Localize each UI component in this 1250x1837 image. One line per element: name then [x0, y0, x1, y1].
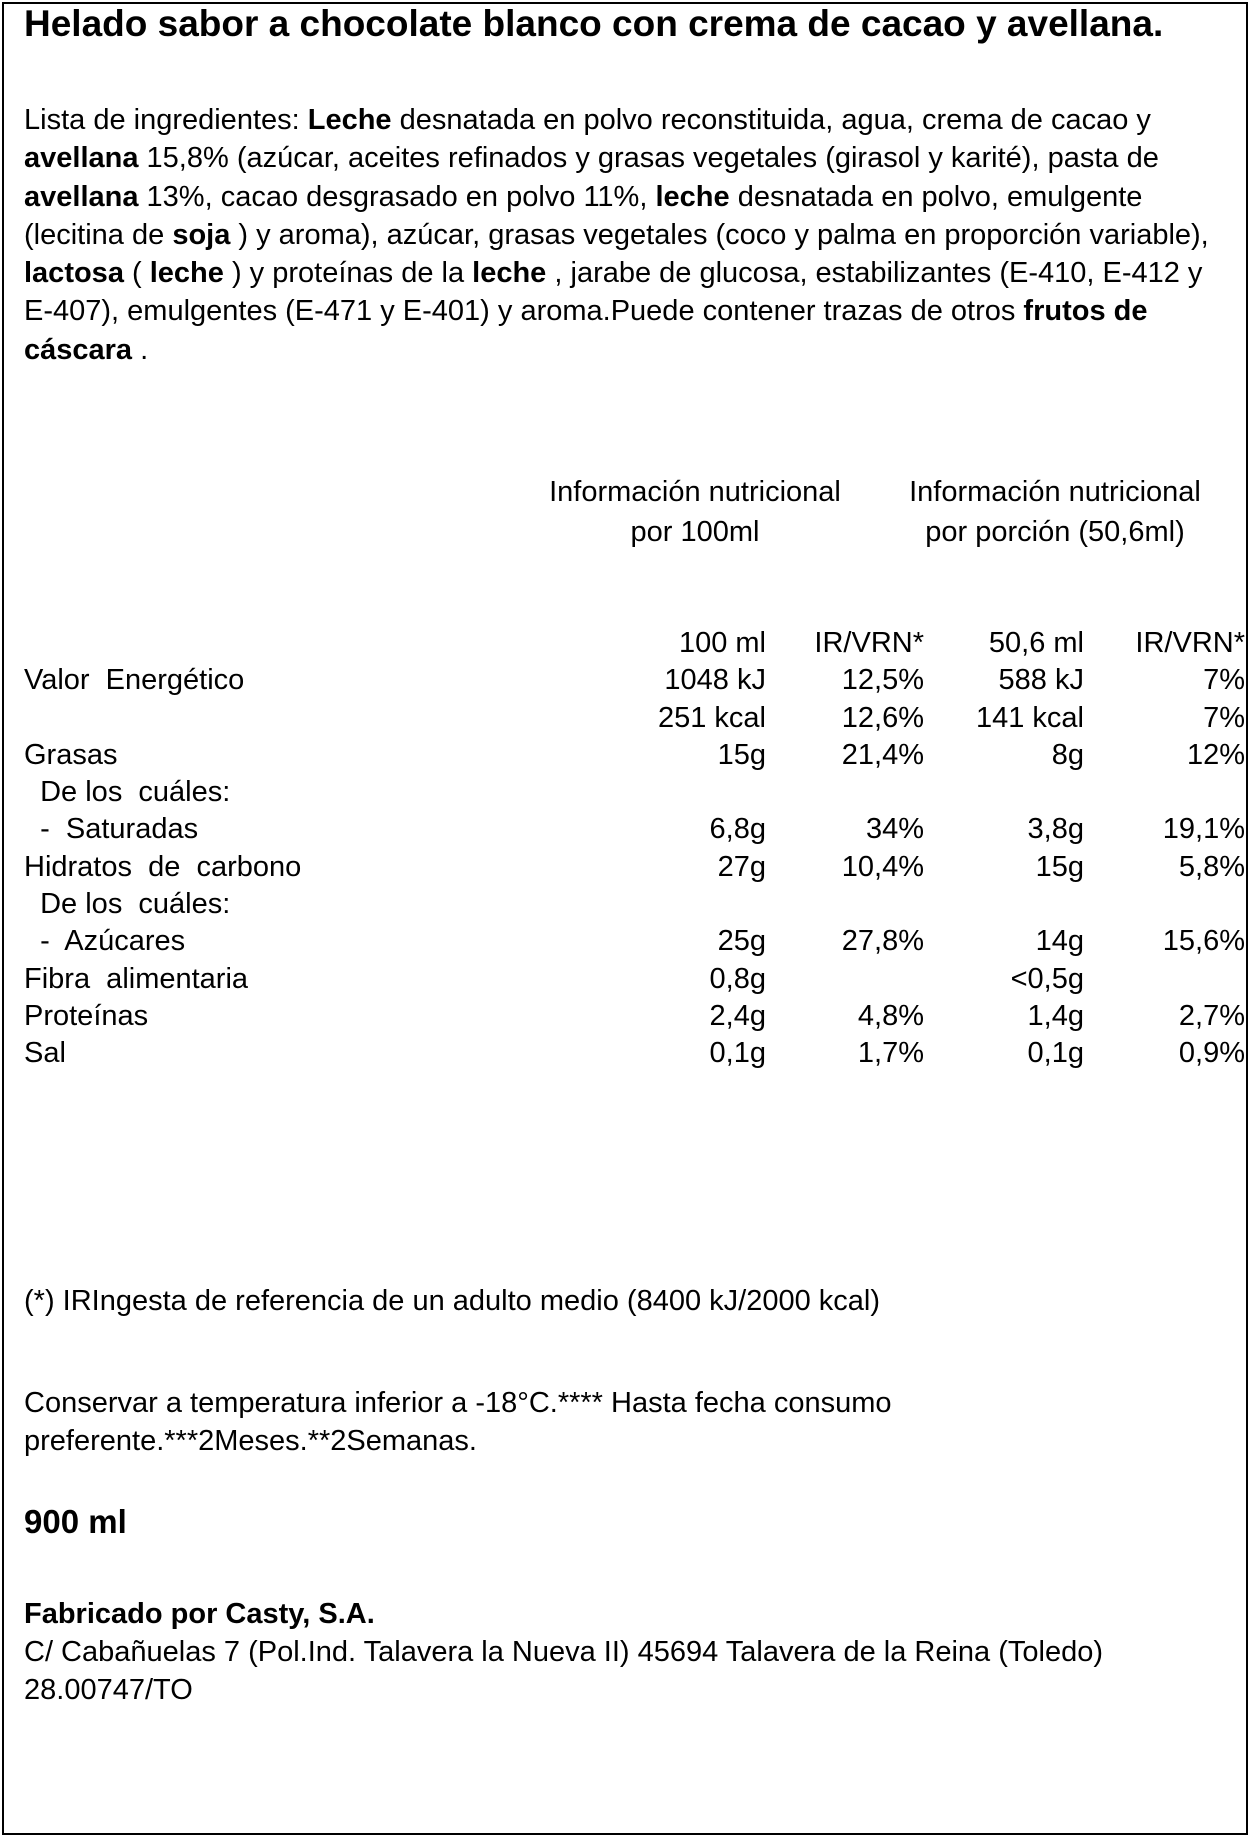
ir-per-100ml — [766, 886, 924, 923]
ir-per-100ml: 12,5% — [841, 664, 924, 697]
ingredient-text: 15,8% (azúcar, aceites refinados y grasas vegetales (girasol y karité), pasta de — [138, 142, 1159, 175]
nutrition-row — [24, 886, 1245, 923]
nutrition-row — [24, 998, 1245, 1035]
value-per-portion: 0,1g — [1027, 1037, 1084, 1070]
ingredient-text: Lista de ingredientes: — [24, 104, 308, 136]
value-per-portion: 141 kcal — [975, 701, 1084, 734]
allergen-text: leche — [655, 180, 730, 213]
ir-per-portion — [1084, 774, 1245, 811]
value-per-portion — [924, 774, 1084, 811]
nutrition-row — [24, 811, 1245, 848]
nutrient-label: Fibra alimentaria — [24, 962, 249, 995]
nutrition-row — [24, 700, 1245, 737]
allergen-text: Leche — [307, 104, 392, 136]
ingredient-text: ) y aroma), azúcar, grasas vegetales (coco y palma en proporción variable), — [230, 218, 1209, 251]
manufacturer-registry: 28.00747/TO — [24, 1674, 193, 1706]
nutrient-label: Valor Energético — [24, 664, 245, 697]
nutrition-row — [24, 1035, 1245, 1072]
ir-per-portion: 7% — [1203, 701, 1245, 734]
allergen-text: leche — [149, 257, 224, 290]
value-per-portion: 15g — [1035, 850, 1084, 883]
ir-per-portion: 5,8% — [1178, 850, 1245, 883]
value-per-portion: 3,8g — [1027, 813, 1084, 846]
ingredient-text: ( — [123, 257, 150, 290]
nutrition-column1-title-line2: por 100ml — [630, 516, 760, 548]
ingredient-text: , jarabe de glucosa, estabilizantes (E-410, E-412 y E-407), emulgentes (E-471 y E-401) y aroma.Puede contener trazas de otros — [24, 257, 1203, 328]
ingredient-text: desnatada en polvo reconstituida, agua, crema de cacao y — [391, 104, 1151, 136]
nutrition-header-ir1: IR/VRN* — [814, 627, 924, 659]
manufacturer-address: C/ Cabañuelas 7 (Pol.Ind. Talavera la Nueva II) 45694 Talavera de la Reina (Toledo) — [24, 1636, 1104, 1668]
value-per-100ml: 6,8g — [709, 813, 766, 846]
value-per-100ml: 0,1g — [709, 1037, 766, 1070]
nutrition-header-per100: 100 ml — [678, 627, 766, 659]
product-title: Helado sabor a chocolate blanco con crema de cacao y avellana. — [24, 3, 1164, 44]
nutrient-label — [24, 700, 624, 737]
ir-per-100ml: 34% — [865, 813, 924, 846]
ir-per-100ml: 1,7% — [857, 1037, 924, 1070]
allergen-text: soja — [172, 218, 231, 251]
nutrition-header-perportion: 50,6 ml — [988, 627, 1084, 659]
nutrient-label: De los cuáles: — [24, 888, 231, 921]
nutrition-row — [24, 662, 1245, 699]
allergen-text: lactosa — [24, 257, 124, 290]
nutrition-header-ir2: IR/VRN* — [1135, 627, 1245, 659]
reference-intake-note: (*) IRIngesta de referencia de un adulto medio (8400 kJ/2000 kcal) — [24, 1285, 880, 1317]
nutrition-header-label — [24, 625, 624, 662]
value-per-portion: <0,5g — [1010, 962, 1084, 995]
nutrient-label: Sal — [24, 1037, 66, 1070]
value-per-100ml: 251 kcal — [657, 701, 766, 734]
ingredient-text: . — [132, 333, 149, 366]
value-per-100ml: 1048 kJ — [664, 664, 766, 697]
nutrition-column1-title-line1: Información nutricional — [549, 476, 841, 508]
value-per-100ml — [624, 886, 766, 923]
value-per-100ml: 27g — [717, 850, 766, 883]
ir-per-portion: 12% — [1186, 738, 1245, 771]
nutrition-row — [24, 961, 1245, 998]
ingredient-text: desnatada en polvo, emulgente (lecitina de — [24, 180, 1143, 251]
ir-per-portion: 15,6% — [1162, 925, 1245, 958]
ingredient-text: ) y proteínas de la — [223, 257, 473, 290]
value-per-portion — [924, 886, 1084, 923]
storage-instructions: Conservar a temperatura inferior a -18°C.**** Hasta fecha consumo preferente.***2Meses.**2Semanas. — [24, 1387, 892, 1457]
ir-per-100ml: 21,4% — [841, 738, 924, 771]
nutrient-label: - Azúcares — [24, 925, 186, 958]
ir-per-100ml: 27,8% — [841, 925, 924, 958]
nutrition-row — [24, 849, 1245, 886]
ir-per-100ml: 12,6% — [841, 701, 924, 734]
nutrition-column2-title-line1: Información nutricional — [909, 476, 1201, 508]
nutrient-label: Proteínas — [24, 999, 149, 1032]
nutrition-row — [24, 737, 1245, 774]
allergen-text: avellana — [24, 180, 139, 213]
ir-per-100ml — [766, 774, 924, 811]
nutrition-row — [24, 923, 1245, 960]
nutrient-label: Grasas — [24, 738, 118, 771]
value-per-portion: 14g — [1035, 925, 1084, 958]
value-per-portion: 8g — [1051, 738, 1084, 771]
ir-per-portion: 2,7% — [1178, 999, 1245, 1032]
allergen-text: frutos de cáscara — [24, 295, 1148, 366]
manufacturer-block — [24, 1595, 1226, 1709]
nutrition-column1-title — [520, 472, 870, 552]
ir-per-portion: 19,1% — [1162, 813, 1245, 846]
ir-per-100ml — [766, 961, 924, 998]
net-volume: 900 ml — [24, 1503, 127, 1540]
value-per-100ml: 2,4g — [709, 999, 766, 1032]
value-per-100ml: 25g — [717, 925, 766, 958]
value-per-100ml: 15g — [717, 738, 766, 771]
value-per-portion: 1,4g — [1027, 999, 1084, 1032]
ir-per-portion — [1084, 961, 1245, 998]
nutrition-row — [24, 774, 1245, 811]
nutrition-column2-title-line2: por porción (50,6ml) — [925, 516, 1185, 548]
ingredients-list — [24, 101, 1226, 369]
ir-per-portion: 0,9% — [1178, 1037, 1245, 1070]
nutrient-label: - Saturadas — [24, 813, 199, 846]
value-per-100ml: 0,8g — [709, 962, 766, 995]
ir-per-100ml: 4,8% — [857, 999, 924, 1032]
nutrition-table — [24, 625, 1245, 1073]
ir-per-portion: 7% — [1203, 664, 1245, 697]
ir-per-portion — [1084, 886, 1245, 923]
nutrient-label: Hidratos de carbono — [24, 850, 302, 883]
ingredient-text: 13%, cacao desgrasado en polvo 11%, — [138, 180, 656, 213]
allergen-text: leche — [472, 257, 547, 290]
manufacturer-name: Fabricado por Casty, S.A. — [24, 1598, 375, 1630]
value-per-100ml — [624, 774, 766, 811]
nutrient-label: De los cuáles: — [24, 776, 231, 809]
allergen-text: avellana — [24, 142, 139, 175]
nutrition-header-row — [24, 625, 1245, 662]
value-per-portion: 588 kJ — [998, 664, 1084, 697]
nutrition-column2-title — [880, 472, 1230, 552]
ir-per-100ml: 10,4% — [841, 850, 924, 883]
